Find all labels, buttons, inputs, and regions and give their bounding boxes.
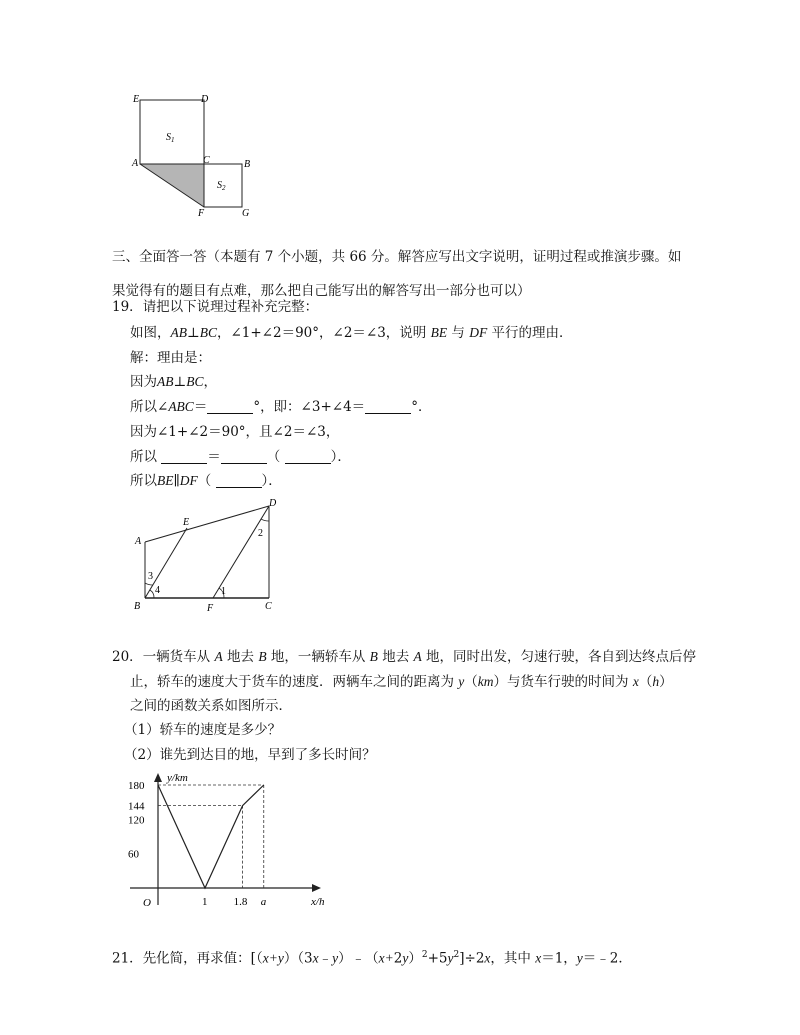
q21-l: +5 (427, 950, 448, 967)
q20-p2-e: ） (659, 674, 673, 690)
angle-label-1: 1 (221, 586, 226, 597)
chart-ticks (128, 780, 267, 908)
blank-reason-2[interactable] (216, 473, 262, 488)
q21-o: x (484, 950, 491, 966)
q19-l5-c: ）． (261, 473, 282, 489)
q21-s: y (576, 950, 583, 966)
chart-series (158, 785, 264, 888)
x-axis-label: x/h (311, 896, 325, 908)
q20-p1-B: B (258, 649, 267, 664)
q21-sup2: 2 (421, 950, 428, 960)
q19-stmt-ab: AB (170, 325, 187, 340)
angle-label-2: 2 (258, 528, 263, 539)
q21-f: y (332, 950, 339, 966)
q19-stmt-bc: BC (199, 325, 217, 340)
q21-k: ） (408, 950, 422, 967)
x-tick-1: 1 (202, 896, 208, 908)
q21-r: ＝1， (541, 950, 577, 967)
q20-p2-x: x (632, 674, 639, 689)
square-s1 (140, 100, 204, 164)
q19-l5-df: DF (179, 473, 198, 488)
label-b: B (134, 601, 141, 612)
q21-b: x+y (262, 950, 284, 966)
blank-reason-1[interactable] (285, 449, 331, 464)
q20-p2-y: y (458, 674, 465, 689)
q21-c: ）（3 (283, 950, 313, 967)
label-c: C (203, 155, 210, 166)
q19-l4-a: 所以 (130, 449, 162, 465)
blank-equal-left[interactable] (161, 449, 207, 464)
q19-l5-par: ∥ (173, 473, 180, 489)
x-axis-arrow (312, 884, 321, 892)
y-axis-label: y/km (167, 772, 188, 784)
y-tick-120: 120 (128, 814, 145, 827)
q19-stmt-be: BE (430, 325, 448, 340)
q19-line3: 因为∠1+∠2＝90°，且∠2＝∠3， (130, 424, 340, 440)
q20-p2-km: km (477, 674, 494, 689)
q20-para-line1 (112, 648, 696, 666)
angle-label-4: 4 (155, 585, 160, 596)
label-e: E (183, 517, 190, 528)
label-s2: $S_2$ (217, 180, 226, 192)
q21-number: 21． (112, 950, 143, 967)
section3-line2: 果觉得有的题目有点难，那么把自己能写出的解答写出一部分也可以） (112, 283, 531, 299)
q19-l2-b: ＝ (193, 399, 208, 415)
q20-graph (125, 765, 340, 915)
q20-p2-c: ）与货车行驶的时间为 (493, 674, 633, 690)
blank-equal-right[interactable] (221, 449, 267, 464)
q21-q: x (535, 950, 542, 966)
q21-line (112, 946, 632, 968)
q21-g: ）﹣（ (338, 950, 379, 967)
label-a: A (132, 158, 139, 169)
q21-n: ]÷2 (459, 950, 485, 967)
q21-i: 2 (393, 950, 403, 967)
blank-angle-sum[interactable] (365, 399, 411, 414)
q20-p1-B2: B (369, 649, 378, 664)
q19-figure (125, 495, 295, 615)
q20-p1-A: A (214, 649, 223, 664)
label-f: F (198, 208, 205, 219)
q20-p2-h: h (652, 674, 660, 689)
q20-para-line2 (130, 673, 673, 691)
q19-solution-head: 解：理由是： (130, 350, 211, 366)
q19-l1-ab: AB (157, 374, 174, 389)
q20-number: 20． (112, 649, 143, 665)
q21-t: ＝﹣2． (582, 950, 632, 967)
q19-l4-c: （ (266, 449, 285, 465)
q21-a: 先化简，再求值：[（ (142, 950, 263, 967)
x-tick-1.8: 1.8 (233, 896, 248, 908)
q20-p1-A2: A (413, 649, 422, 664)
angle-label-3: 3 (148, 571, 153, 582)
q19-line1 (130, 373, 217, 391)
q19-l1-a: 因为 (130, 374, 157, 390)
q19-l2-d: °． (411, 399, 432, 415)
blank-angle-abc[interactable] (207, 399, 253, 414)
q19-l1-b: ， (203, 374, 217, 390)
q20-para-line3: 之间的函数关系如图所示． (130, 698, 292, 714)
y-tick-60: 60 (128, 848, 139, 861)
y-tick-144: 144 (128, 800, 145, 813)
q19-line5 (130, 472, 282, 490)
label-d: D (269, 498, 277, 509)
origin-label: O (143, 897, 151, 909)
label-f: F (207, 603, 214, 614)
segment-be (145, 528, 187, 598)
q19-l2-a: 所以∠ (130, 399, 169, 415)
q20-p1-e: 地，同时出发，匀速行驶，各自到达终点后停 (421, 649, 697, 665)
q19-l5-be: BE (157, 473, 174, 488)
q20-p1-d: 地去 (377, 649, 414, 665)
q21-e: ﹣ (318, 950, 333, 967)
distance-line (158, 785, 264, 888)
q21-m: y (447, 950, 454, 966)
q20-p1-a: 一辆货车从 (142, 649, 215, 665)
q21-p: ，其中 (490, 950, 536, 967)
chart-axes (130, 772, 325, 909)
q20-p2-a: 止，轿车的速度大于货车的速度．两辆车之间的距离为 (130, 674, 459, 690)
q21-d: x (312, 950, 319, 966)
q19-line4 (130, 448, 351, 466)
label-g: G (242, 208, 250, 219)
q19-l4-d: ）． (330, 449, 351, 465)
q19-stmt-perp: ⊥ (187, 325, 200, 341)
q20-sub1: （1）轿车的速度是多少？ (124, 722, 282, 738)
y-tick-180: 180 (128, 780, 145, 792)
label-c: C (265, 601, 272, 612)
q19-stmt-c: 与 (447, 325, 470, 341)
label-b: B (244, 159, 251, 170)
q21-h: x+ (378, 950, 394, 966)
q19-prompt (112, 298, 318, 316)
q19-l1-bc: BC (186, 374, 204, 389)
label-e: E (133, 94, 140, 105)
q19-l2-c: °，即：∠3+∠4＝ (253, 399, 366, 415)
angle-arc-3 (145, 583, 153, 585)
q20-p2-d: （ (638, 674, 653, 690)
label-s1: $S_1$ (166, 132, 175, 144)
q19-l5-b: （ (197, 473, 216, 489)
x-tick-a: a (260, 896, 267, 908)
q20-sub2: （2）谁先到达目的地，早到了多长时间？ (124, 747, 376, 763)
q19-stmt-b: ，∠1+∠2＝90°，∠2＝∠3，说明 (216, 325, 431, 341)
q19-stmt-a: 如图， (130, 325, 171, 341)
q19-l5-a: 所以 (130, 473, 157, 489)
q19-l4-b: ＝ (207, 449, 221, 465)
q19-line2 (130, 398, 431, 416)
label-a: A (135, 536, 142, 547)
angle-arc-2 (261, 519, 269, 521)
q19-number: 19． (112, 299, 143, 315)
squares-figure (125, 90, 265, 220)
q19-statement (130, 324, 573, 342)
q21-j: y (402, 950, 409, 966)
q19-stmt-df: DF (469, 325, 488, 340)
q19-l2-abc: ABC (168, 399, 194, 414)
q19-stmt-d: 平行的理由． (487, 325, 573, 341)
q21-sup2b: 2 (453, 950, 460, 960)
q20-p2-b: （ (464, 674, 478, 690)
q19-prompt-text: 请把以下说理过程补充完整： (142, 299, 319, 315)
q19-l1-perp: ⊥ (173, 374, 187, 390)
label-d: D (201, 94, 209, 105)
angle-arc-4 (150, 590, 154, 598)
q20-p1-b: 地去 (222, 649, 259, 665)
section3-line1: 三、全面答一答（本题有 7 个小题，共 66 分。解答应写出文字说明，证明过程或推演步骤。如 (112, 249, 682, 265)
q20-p1-c: 地，一辆轿车从 (266, 649, 370, 665)
y-axis-arrow (154, 773, 162, 782)
